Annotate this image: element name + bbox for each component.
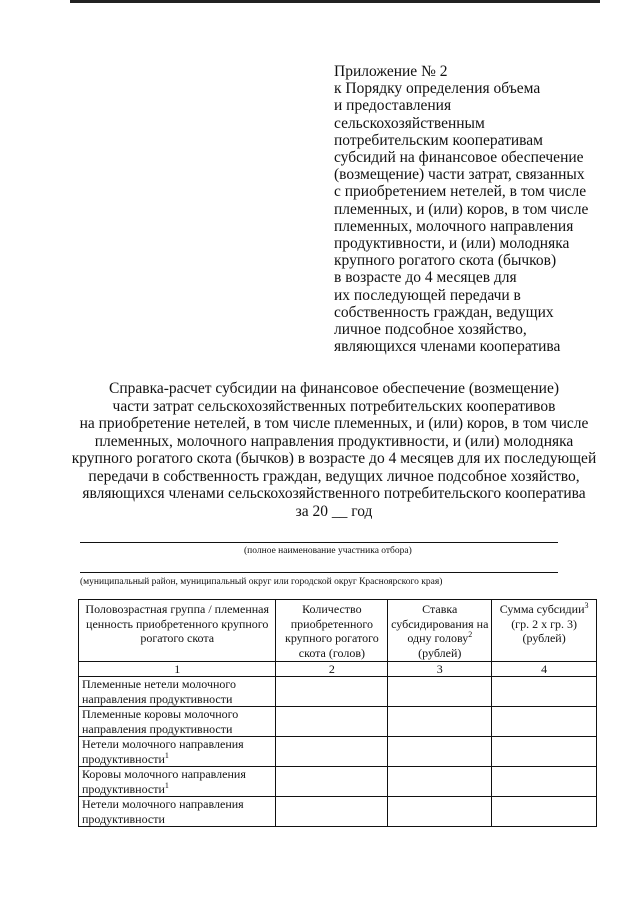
appendix-line: к Порядку определения объема	[334, 80, 541, 98]
column-number: 3	[388, 662, 492, 677]
appendix-line: племенных, и (или) коров, в том числе	[334, 200, 589, 218]
appendix-line: их последующей передачи в	[334, 286, 521, 304]
document-title	[60, 380, 608, 520]
column-number: 2	[276, 662, 388, 677]
footnote-mark: 2	[468, 630, 473, 639]
quantity-cell[interactable]	[276, 797, 388, 827]
subsidy-table	[78, 599, 597, 827]
footnote-mark: 1	[164, 780, 169, 790]
table-header-row	[79, 600, 597, 662]
footnote-mark: 3	[584, 601, 589, 610]
table-row	[79, 767, 597, 797]
appendix-header	[334, 63, 604, 355]
appendix-line: потребительским кооперативам	[334, 131, 543, 149]
amount-cell[interactable]	[492, 737, 597, 767]
header-amount: Сумма субсидии$^3$ (гр. 2 х гр. 3) (рублей)	[492, 600, 597, 662]
rate-cell[interactable]	[388, 797, 492, 827]
table-row	[79, 737, 597, 767]
title-line: передачи в собственность граждан, ведущих личное подсобное хозяйство,	[88, 467, 580, 485]
column-number: 1	[79, 662, 276, 677]
appendix-line: личное подсобное хозяйство,	[334, 321, 527, 339]
appendix-line: продуктивности, и (или) молодняка	[334, 235, 570, 253]
table-row	[79, 677, 597, 707]
column-number-row	[79, 662, 597, 677]
participant-name-line[interactable]	[80, 542, 558, 543]
row-label: Нетели молочного направления продуктивности	[79, 797, 276, 827]
appendix-line: в возрасте до 4 месяцев для	[334, 269, 517, 287]
header-animal-group: Половозрастная группа / племенная ценность приобретенного крупного рогатого скота	[79, 600, 276, 662]
rate-cell[interactable]	[388, 707, 492, 737]
column-number: 4	[492, 662, 597, 677]
table-row	[79, 707, 597, 737]
header-quantity: Количество приобретенного крупного рогатого скота (голов)	[276, 600, 388, 662]
district-caption: (муниципальный район, муниципальный округ или городской округ Красноярского края)	[80, 577, 443, 587]
amount-cell[interactable]	[492, 767, 597, 797]
rate-cell[interactable]	[388, 737, 492, 767]
appendix-line: субсидий на финансовое обеспечение	[334, 149, 584, 167]
row-label: Племенные нетели молочного направления продуктивности	[79, 677, 276, 707]
quantity-cell[interactable]	[276, 737, 388, 767]
quantity-cell[interactable]	[276, 707, 388, 737]
quantity-cell[interactable]	[276, 767, 388, 797]
participant-caption: (полное наименование участника отбора)	[244, 546, 412, 556]
appendix-line: Приложение № 2	[334, 63, 448, 80]
appendix-line: (возмещение) части затрат, связанных	[334, 166, 585, 184]
header-rate: Ставка субсидирования на одну голову$^2$ (рублей)	[388, 600, 492, 662]
title-line: части затрат сельскохозяйственных потребительских кооперативов	[112, 397, 556, 415]
scan-top-edge	[70, 0, 600, 3]
row-label: Племенные коровы молочного направления продуктивности	[79, 707, 276, 737]
title-line: Справка-расчет субсидии на финансовое обеспечение (возмещение)	[108, 380, 559, 397]
title-line: на приобретение нетелей, в том числе племенных, и (или) коров, в том числе	[79, 415, 589, 432]
title-year-line: за 20 __ год	[295, 502, 373, 520]
amount-cell[interactable]	[492, 797, 597, 827]
table-row	[79, 797, 597, 827]
appendix-line: с приобретением нетелей, в том числе	[334, 183, 587, 201]
title-line: крупного рогатого скота (бычков) в возрасте до 4 месяцев для их последующей	[71, 450, 597, 467]
title-line: являющихся членами сельскохозяйственного потребительского кооператива	[82, 485, 586, 502]
title-line: племенных, молочного направления продуктивности, и (или) молодняка	[94, 432, 574, 450]
rate-cell[interactable]	[388, 677, 492, 707]
appendix-line: племенных, молочного направления	[334, 217, 574, 235]
appendix-line: сельскохозяйственным	[334, 114, 485, 132]
row-label: Нетели молочного направления продуктивности$^1$	[79, 737, 276, 767]
appendix-line: и предоставления	[334, 97, 452, 115]
appendix-line: являющихся членами кооператива	[334, 338, 561, 356]
quantity-cell[interactable]	[276, 677, 388, 707]
rate-cell[interactable]	[388, 767, 492, 797]
row-label: Коровы молочного направления продуктивности$^1$	[79, 767, 276, 797]
amount-cell[interactable]	[492, 707, 597, 737]
appendix-line: собственность граждан, ведущих	[334, 303, 554, 321]
district-name-line[interactable]	[80, 572, 558, 573]
footnote-mark: 1	[164, 750, 169, 760]
amount-cell[interactable]	[492, 677, 597, 707]
appendix-line: крупного рогатого скота (бычков)	[334, 252, 557, 270]
